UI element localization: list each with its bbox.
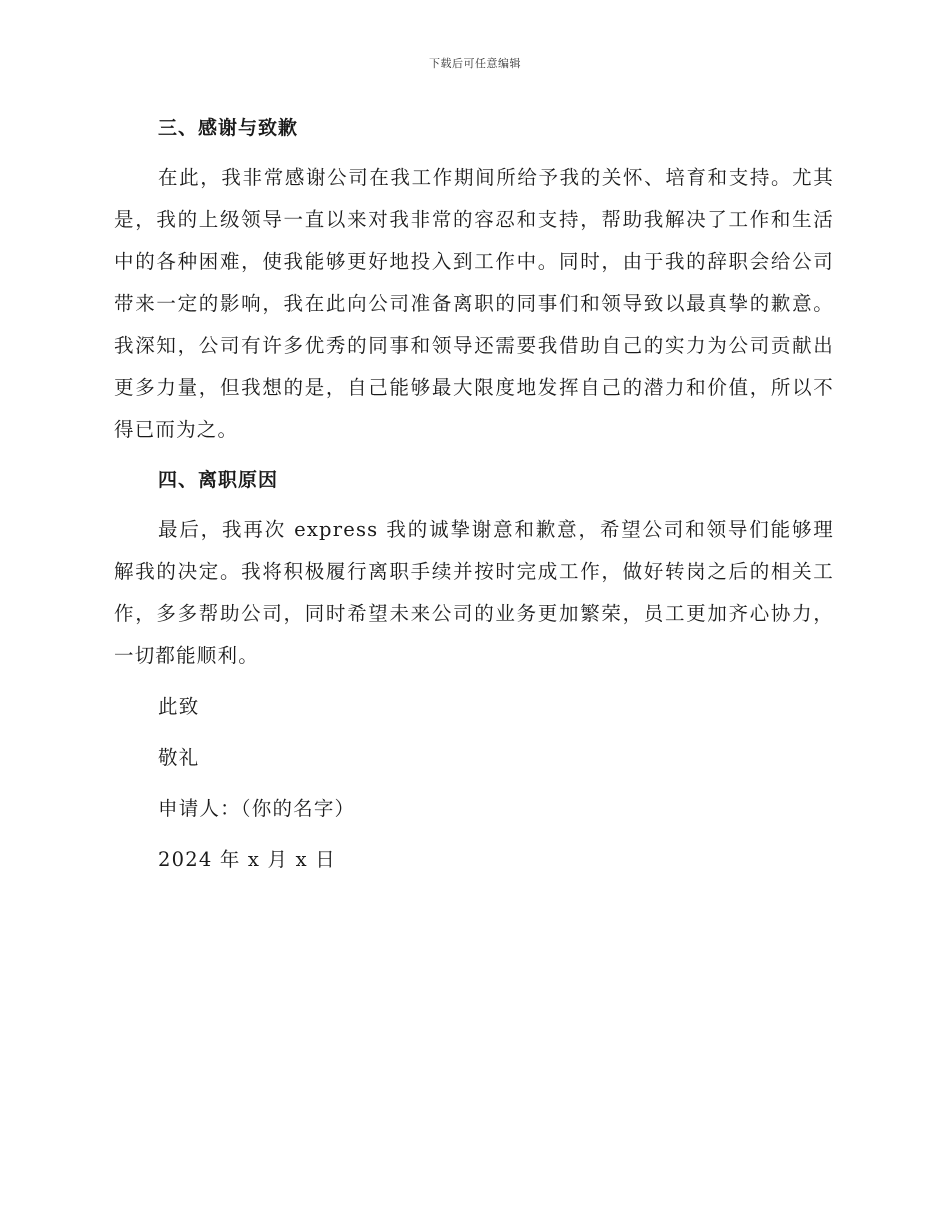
document-body xyxy=(114,108,834,890)
section-heading-thanks: 三、感谢与致歉 xyxy=(158,117,299,139)
closing-salutation: 此致 xyxy=(158,695,200,718)
closing-regards: 敬礼 xyxy=(158,746,200,769)
applicant-signature-line: 申请人：（你的名字） xyxy=(158,797,356,820)
section-paragraph-reason: 最后，我再次 express 我的诚挚谢意和歉意，希望公司和领导们能够理解我的决定。我将积极履行离职手续并按时完成工作，做好转岗之后的相关工作，多多帮助公司，同时希望未来公司的业务更加繁荣，员工更加齐心协力，一切都能顺利。 xyxy=(114,518,834,667)
page-header: 下载后可任意编辑 xyxy=(429,57,521,70)
section-paragraph-thanks: 在此，我非常感谢公司在我工作期间所给予我的关怀、培育和支持。尤其是，我的上级领导一直以来对我非常的容忍和支持，帮助我解决了工作和生活中的各种困难，使我能够更好地投入到工作中。同时，由于我的辞职会给公司带来一定的影响，我在此向公司准备离职的同事们和领导致以最真挚的歉意。我深知，公司有许多优秀的同事和领导还需要我借助自己的实力为公司贡献出更多力量，但我想的是，自己能够最大限度地发挥自己的潜力和价值，所以不得已而为之。 xyxy=(114,166,834,441)
date-line: 2024 年 x 月 x 日 xyxy=(158,848,336,871)
section-heading-reason: 四、离职原因 xyxy=(158,469,279,491)
